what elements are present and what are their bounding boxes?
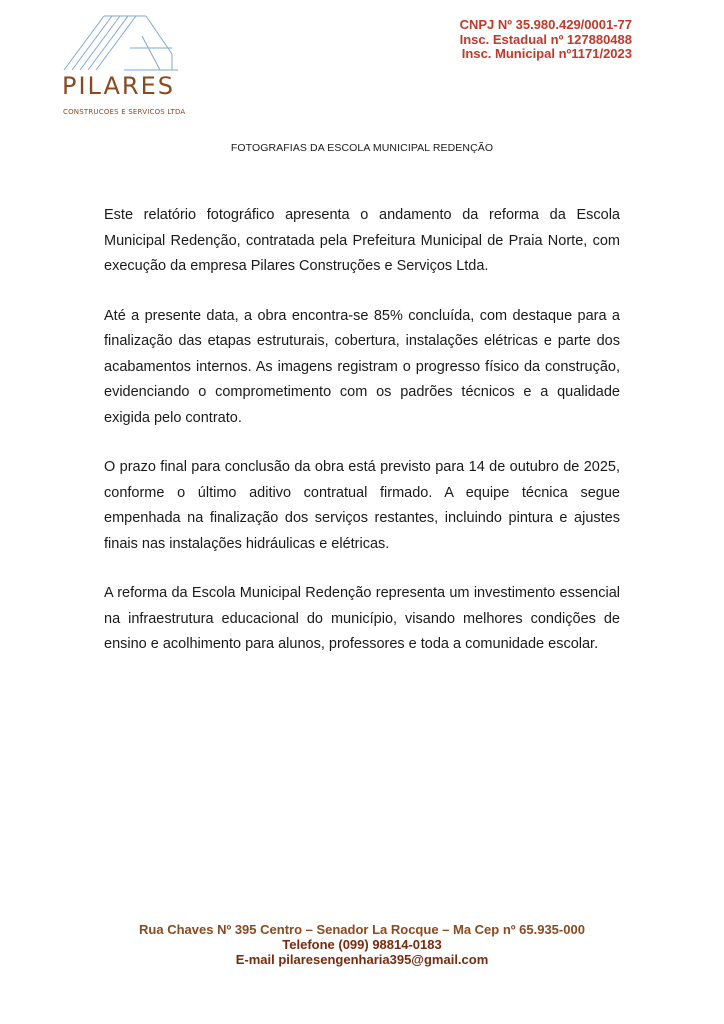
logo-subtitle: CONSTRUCOES E SERVICOS LTDA (63, 108, 186, 116)
document-title: FOTOGRAFIAS DA ESCOLA MUNICIPAL REDENÇÃO (230, 142, 494, 154)
company-logo (60, 14, 200, 124)
footer-contact (0, 922, 724, 967)
report-body (104, 203, 620, 682)
paragraph-progress: Até a presente data, a obra encontra-se 85% concluída, com destaque para a finalização das etapas estruturais, cobertura, instalações elétricas e parte dos acabamentos internos. As imagens registram o progresso físico da construção, evidenciando o comprometimento com os padrões técnicos e a qualidade exigida pelo contrato. (104, 307, 620, 426)
footer-phone: Telefone (099) 98814-0183 (282, 937, 442, 952)
paragraph-conclusion: A reforma da Escola Municipal Redenção representa um investimento essencial na infraestrutura educacional do município, visando melhores condições de ensino e acolhimento para alunos, professores e toda a comunidade escolar. (104, 585, 620, 652)
logo-wordmark: PILARES (62, 72, 175, 100)
footer-email: E-mail pilaresengenharia395@gmail.com (235, 952, 489, 967)
cnpj-text: CNPJ Nº 35.980.429/0001-77 (459, 17, 632, 32)
paragraph-intro: Este relatório fotográfico apresenta o andamento da reforma da Escola Municipal Redenção, contratada pela Prefeitura Municipal de Praia Norte, com execução da empresa Pilares Construções e Serviços Ltda. (104, 207, 620, 274)
municipal-registration-text: Insc. Municipal nº1171/2023 (461, 46, 632, 61)
registration-block (460, 18, 632, 62)
state-registration-text: Insc. Estadual nº 127880488 (459, 31, 632, 47)
paragraph-deadline: O prazo final para conclusão da obra está previsto para 14 de outubro de 2025, conforme o último aditivo contratual firmado. A equipe técnica segue empenhada na finalização dos serviços restantes, incluindo pintura e ajustes finais nas instalações hidráulicas e elétricas. (104, 459, 620, 552)
roof-lines-icon (60, 14, 200, 74)
footer-address: Rua Chaves Nº 395 Centro – Senador La Rocque – Ma Cep nº 65.935-000 (139, 922, 585, 937)
